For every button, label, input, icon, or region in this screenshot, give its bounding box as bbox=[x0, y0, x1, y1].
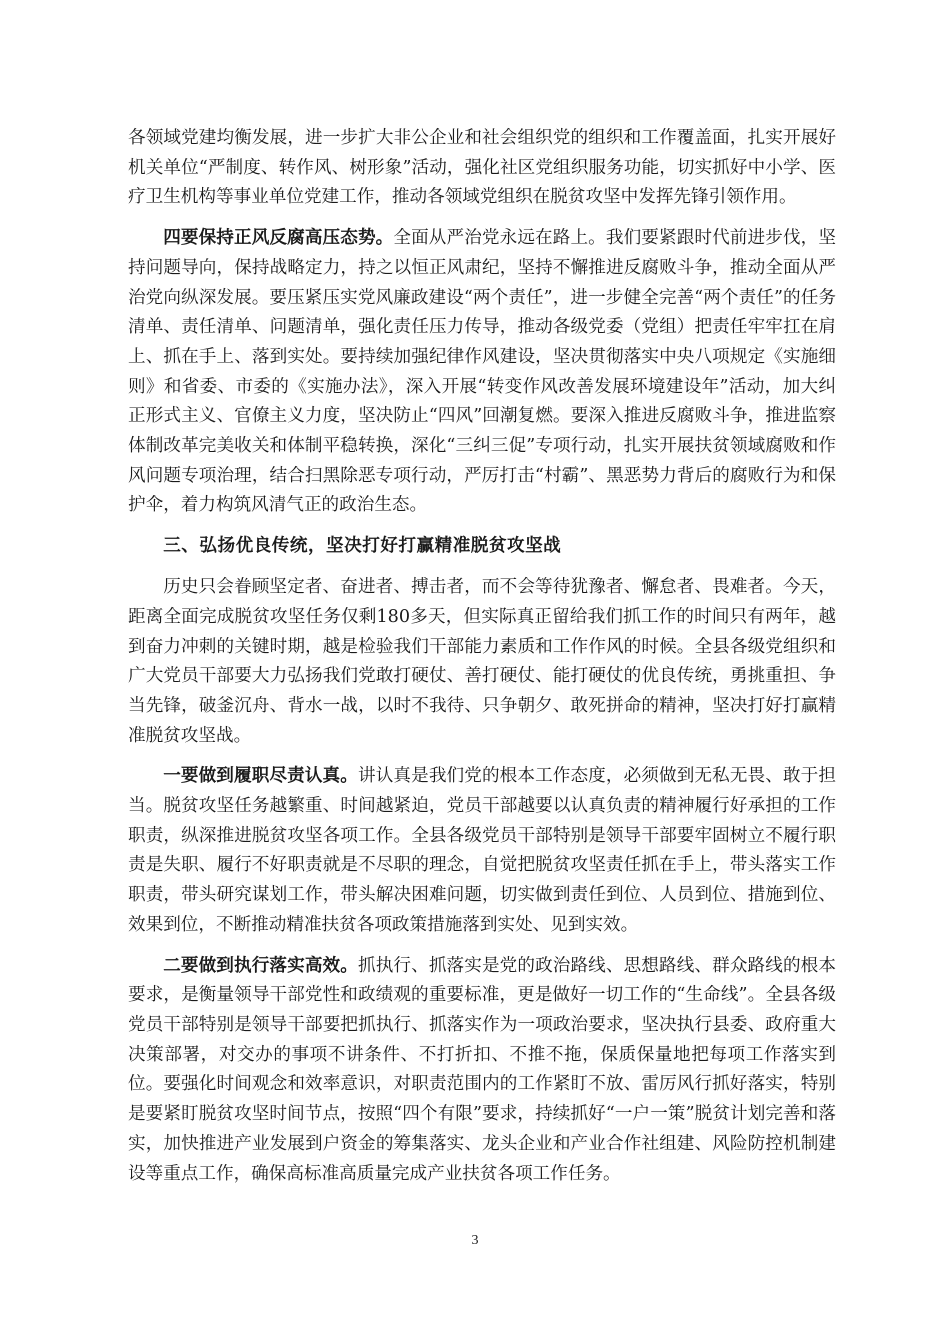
page-number: 3 bbox=[471, 1233, 479, 1248]
paragraph-text: 历史只会眷顾坚定者、奋进者、搏击者，而不会等待犹豫者、懈怠者、畏难者。今天，距离全面完成脱贫攻坚任务仅剩180多天，但实际真正留给我们抓工作的时间只有两年，越到奋力冲刺的关键时期，越是检验我们干部能力素质和工作作风的时候。全县各级党组织和广大党员干部要大力弘扬我们党敢打硬仗、善打硬仗、能打硬仗的优良传统，勇挑重担、争当先锋，破釜沉舟、背水一战，以时不我待、只争朝夕、敢死拼命的精神，坚决打好打赢精准脱贫攻坚战。 bbox=[128, 577, 836, 746]
paragraph-lead: 四要保持正风反腐高压态势。 bbox=[163, 227, 394, 249]
paragraph-intro bbox=[128, 573, 836, 751]
paragraph-point-two bbox=[128, 951, 836, 1190]
paragraph-text: 讲认真是我们党的根本工作态度，必须做到无私无畏、敢于担当。脱贫攻坚任务越繁重、时间越紧迫，党员干部越要以认真负责的精神履行好承担的工作职责，纵深推进脱贫攻坚各项工作。全县各级党员干部特别是领导干部要牢固树立不履行职责是失职、履行不好职责就是不尽职的理念，自觉把脱贫攻坚责任抓在手上，带头落实工作职责，带头研究谋划工作，带头解决困难问题，切实做到责任到位、人员到位、措施到位、效果到位，不断推动精准扶贫各项政策措施落到实处、见到实效。 bbox=[128, 766, 836, 935]
paragraph-text: 全面从严治党永远在路上。我们要紧跟时代前进步伐，坚持问题导向，保持战略定力，持之以恒正风肃纪，坚持不懈推进反腐败斗争，推动全面从严治党向纵深发展。要压紧压实党风廉政建设“两个责任”，进一步健全完善“两个责任”的任务清单、责任清单、问题清单，强化责任压力传导，推动各级党委（党组）把责任牢牢扛在肩上、抓在手上、落到实处。要持续加强纪律作风建设，坚决贯彻落实中央八项规定《实施细则》和省委、市委的《实施办法》，深入开展“转变作风改善发展环境建设年”活动，加大纠正形式主义、官僚主义力度，坚决防止“四风”回潮复燃。要深入推进反腐败斗争，推进监察体制改革完美收关和体制平稳转换，深化“三纠三促”专项行动，扎实开展扶贫领域腐败和作风问题专项治理，结合扫黑除恶专项行动，严厉打击“村霸”、黑恶势力背后的腐败行为和保护伞，着力构筑风清气正的政治生态。 bbox=[128, 228, 836, 516]
paragraph-continuation bbox=[128, 124, 836, 213]
paragraph-point-four bbox=[128, 223, 836, 521]
document-page bbox=[128, 124, 836, 1199]
paragraph-text: 各领域党建均衡发展，进一步扩大非公企业和社会组织党的组织和工作覆盖面，扎实开展好机关单位“严制度、转作风、树形象”活动，强化社区党组织服务功能，切实抓好中小学、医疗卫生机构等事业单位党建工作，推动各领域党组织在脱贫攻坚中发挥先锋引领作用。 bbox=[128, 128, 836, 208]
paragraph-lead: 二要做到执行落实高效。 bbox=[163, 954, 358, 976]
section-heading: 三、弘扬优良传统，坚决打好打赢精准脱贫攻坚战 bbox=[163, 536, 562, 557]
paragraph-text: 抓执行、抓落实是党的政治路线、思想路线、群众路线的根本要求，是衡量领导干部党性和政绩观的重要标准，更是做好一切工作的“生命线”。全县各级党员干部特别是领导干部要把抓执行、抓落实作为一项政治要求，坚决执行县委、政府重大决策部署，对交办的事项不讲条件、不打折扣、不推不拖，保质保量地把每项工作落实到位。要强化时间观念和效率意识，对职责范围内的工作紧盯不放、雷厉风行抓好落实，特别是要紧盯脱贫攻坚时间节点，按照“四个有限”要求，持续抓好“一户一策”脱贫计划完善和落实，加快推进产业发展到户资金的筹集落实、龙头企业和产业合作社组建、风险防控机制建设等重点工作，确保高标准高质量完成产业扶贫各项工作任务。 bbox=[128, 955, 836, 1184]
paragraph-point-one bbox=[128, 761, 836, 940]
paragraph-lead: 一要做到履职尽责认真。 bbox=[163, 765, 358, 787]
